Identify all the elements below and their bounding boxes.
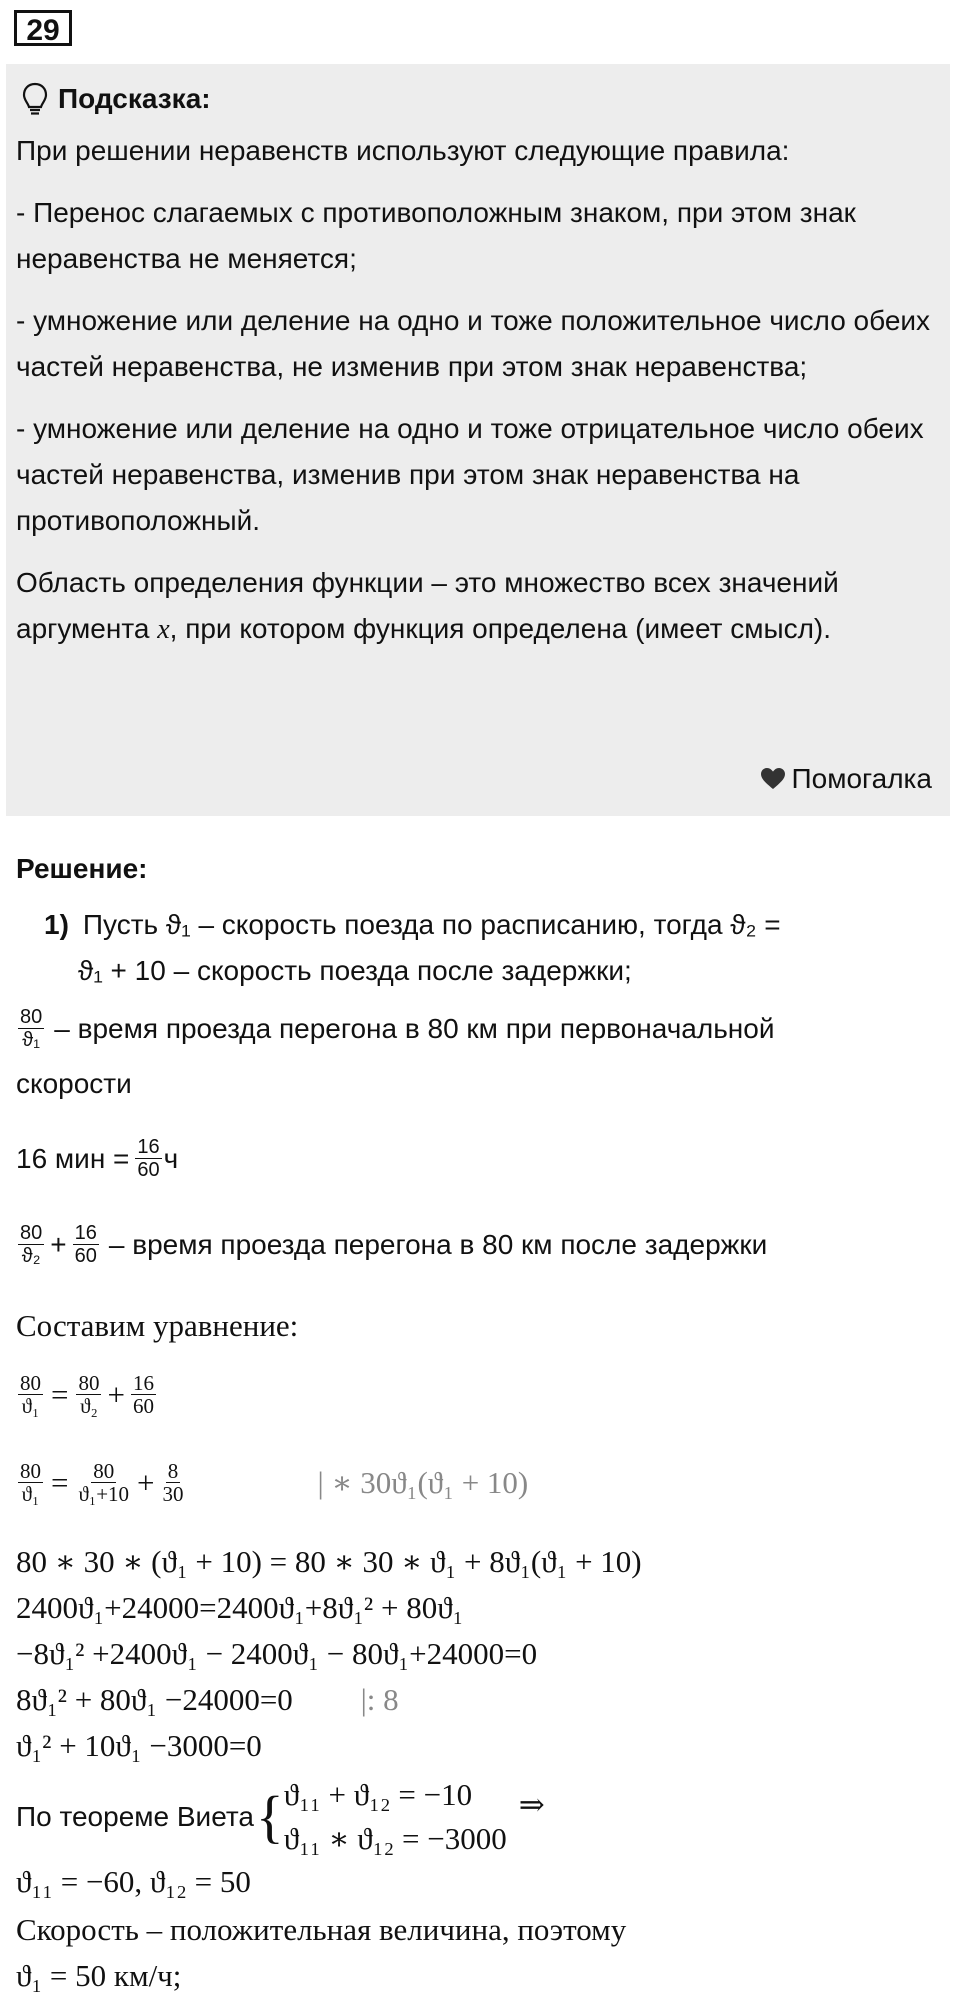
roots: ϑ₁₁ = −60, ϑ₁₂ = 50 <box>16 1864 251 1899</box>
denominator: 30 <box>162 1482 184 1506</box>
step-1-text-cont: ϑ₁ + 10 – скорость поезда после задержки; <box>78 955 632 986</box>
time-initial-text-cont: скорости <box>16 1068 132 1099</box>
equation-line <box>16 1682 399 1718</box>
equation-line: −8ϑ₁² +2400ϑ₁ − 2400ϑ₁ − 80ϑ₁+24000=0 <box>16 1636 538 1671</box>
numerator: 80 <box>20 1459 41 1483</box>
time-delayed <box>16 1222 767 1267</box>
denominator: ϑ₁+10 <box>78 1482 130 1506</box>
plus-sign: + <box>50 1228 67 1260</box>
domain-definition <box>16 560 940 653</box>
numerator: 80 <box>20 1222 43 1244</box>
fraction <box>73 1222 99 1267</box>
task-number: 29 <box>14 10 72 46</box>
solution-title: Решение: <box>16 853 148 884</box>
step-1 <box>44 902 946 948</box>
fraction <box>131 1372 156 1417</box>
plus-sign: + <box>137 1464 155 1500</box>
time-initial-text: – время проезда перегона в 80 км при первоначальной <box>54 1012 775 1044</box>
equals-sign: = <box>51 1376 69 1412</box>
numerator: 80 <box>20 1006 43 1028</box>
numerator: 80 <box>78 1371 100 1395</box>
step-number: 1) <box>44 909 69 940</box>
fraction <box>18 1372 43 1417</box>
fraction <box>18 1006 44 1051</box>
multiply-note: | ∗ 30ϑ₁(ϑ₁ + 10) <box>317 1464 529 1500</box>
vieta-label: По теореме Виета <box>16 1801 254 1832</box>
minutes-text: 16 мин = <box>16 1142 130 1174</box>
quadratic-equation: ϑ₁² + 10ϑ₁ −3000=0 <box>16 1728 262 1763</box>
numerator: 16 <box>137 1136 160 1158</box>
hint-box <box>6 64 950 816</box>
time-initial <box>16 1006 774 1051</box>
hint-paragraph: - умножение или деление на одно и тоже положительное число обеих частей неравенства, не изменив при этом знак неравенства; <box>16 305 931 382</box>
denominator: 60 <box>137 1159 160 1181</box>
answer: ϑ₁ = 50 км/ч; <box>16 1958 182 1993</box>
hint-paragraph: При решении неравенств используют следующие правила: <box>16 135 790 166</box>
plus-sign: + <box>107 1376 125 1412</box>
minutes-conversion <box>16 1136 178 1181</box>
numerator: 80 <box>93 1459 115 1483</box>
hint-title: Подсказка: <box>58 83 211 114</box>
equation-line: 2400ϑ₁+24000=2400ϑ₁+8ϑ₁² + 80ϑ₁ <box>16 1590 464 1625</box>
hint-paragraph: - Перенос слагаемых с противоположным знаком, при этом знак неравенства не меняется; <box>16 197 856 274</box>
hour-unit: ч <box>163 1142 179 1174</box>
system-brace: { <box>255 1784 284 1849</box>
vieta-product: ϑ₁₁ ∗ ϑ₁₂ = −3000 <box>283 1821 507 1856</box>
implies-arrow: ⇒ <box>518 1787 545 1822</box>
domain-def-var: x <box>157 614 170 645</box>
denominator: ϑ₁ <box>22 1029 40 1051</box>
vieta-sum: ϑ₁₁ + ϑ₁₂ = −10 <box>283 1777 473 1812</box>
equation-2 <box>16 1460 528 1505</box>
denominator: 60 <box>74 1245 97 1267</box>
hint-paragraph: - умножение или деление на одно и тоже отрицательное число обеих частей неравенства, изменив при этом знак неравенства на противоположный. <box>16 413 924 536</box>
conclusion: Скорость – положительная величина, поэтому <box>16 1912 627 1947</box>
denominator: ϑ₂ <box>21 1245 41 1267</box>
divided-equation: 8ϑ₁² + 80ϑ₁ −24000=0 <box>16 1682 293 1717</box>
numerator: 16 <box>74 1222 97 1244</box>
divide-note: |: 8 <box>360 1682 399 1717</box>
denominator: ϑ₂ <box>80 1394 98 1418</box>
time-delayed-text: – время проезда перегона в 80 км после задержки <box>108 1228 768 1260</box>
heart-icon <box>760 767 786 791</box>
numerator: 80 <box>20 1371 41 1395</box>
signature <box>760 756 932 802</box>
numerator: 8 <box>167 1459 179 1483</box>
hint-header <box>16 76 940 122</box>
system-equations <box>284 1773 507 1861</box>
fraction <box>76 1372 101 1417</box>
compose-equation: Составим уравнение: <box>16 1308 299 1343</box>
equals-sign: = <box>51 1464 69 1500</box>
denominator: ϑ₁ <box>21 1394 40 1418</box>
step-1-text: Пусть ϑ₁ – скорость поезда по расписанию, тогда ϑ₂ = <box>82 909 781 940</box>
equation-line: 80 ∗ 30 ∗ (ϑ₁ + 10) = 80 ∗ 30 ∗ ϑ₁ + 8ϑ₁(ϑ₁ + 10) <box>16 1544 642 1579</box>
denominator: 60 <box>132 1394 154 1418</box>
signature-text: Помогалка <box>791 763 932 794</box>
equation-1 <box>16 1372 158 1417</box>
numerator: 16 <box>132 1371 154 1395</box>
vieta-system <box>16 1772 545 1862</box>
lightbulb-icon <box>22 82 48 116</box>
domain-def-text-end: , при котором функция определена (имеет смысл). <box>169 613 832 644</box>
fraction <box>76 1460 131 1505</box>
fraction <box>161 1460 186 1505</box>
denominator: ϑ₁ <box>21 1482 40 1506</box>
fraction <box>18 1222 44 1267</box>
fraction <box>18 1460 43 1505</box>
domain-def-text: Область определения функции – это множество всех значений аргумента <box>16 567 839 644</box>
fraction <box>135 1136 161 1181</box>
